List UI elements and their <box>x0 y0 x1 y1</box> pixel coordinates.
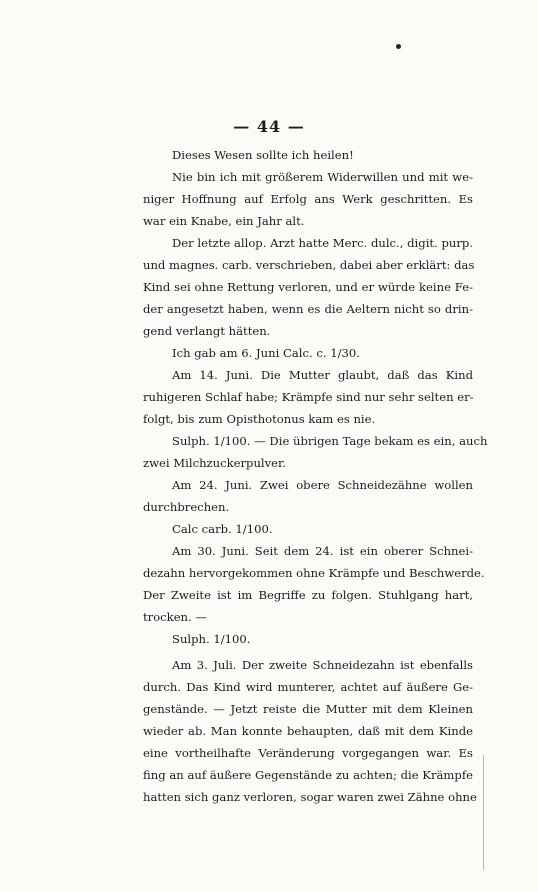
text-line: der angesetzt haben, wenn es die Aeltern nicht so drin- <box>143 302 473 316</box>
text-line: Kind sei ohne Rettung verloren, und er würde keine Fe- <box>143 280 473 294</box>
text-line: Am 14. Juni. Die Mutter glaubt, daß das Kind <box>172 368 473 382</box>
text-line: Calc carb. 1/100. <box>172 522 273 536</box>
text-line: niger Hoffnung auf Erfolg ans Werk geschritten. Es <box>143 192 473 206</box>
text-line: wieder ab. Man konnte behaupten, daß mit dem Kinde <box>143 724 473 738</box>
margin-rule <box>483 755 484 870</box>
text-line: durchbrechen. <box>143 500 230 514</box>
text-line: Am 24. Juni. Zwei obere Schneidezähne wollen <box>172 478 473 492</box>
text-line: ruhigeren Schlaf habe; Krämpfe sind nur sehr selten er- <box>143 390 474 404</box>
text-line: Ich gab am 6. Juni Calc. c. 1/30. <box>172 346 360 360</box>
ink-spot <box>396 44 401 49</box>
text-line: folgt, bis zum Opisthotonus kam es nie. <box>143 412 376 426</box>
text-line: Sulph. 1/100. <box>172 632 251 646</box>
text-line: Dieses Wesen sollte ich heilen! <box>172 148 354 162</box>
text-line: Der letzte allop. Arzt hatte Merc. dulc., digit. purp. <box>172 236 473 250</box>
text-line: durch. Das Kind wird munterer, achtet auf äußere Ge- <box>143 680 473 694</box>
text-line: genstände. — Jetzt reiste die Mutter mit dem Kleinen <box>143 702 473 716</box>
text-line: Am 30. Juni. Seit dem 24. ist ein oberer Schnei- <box>172 544 473 558</box>
text-line: Nie bin ich mit größerem Widerwillen und mit we- <box>172 170 473 184</box>
text-line: Sulph. 1/100. — Die übrigen Tage bekam es ein, auch <box>172 434 488 448</box>
text-line: und magnes. carb. verschrieben, dabei aber erklärt: das <box>143 258 475 272</box>
text-line: gend verlangt hätten. <box>143 324 271 338</box>
text-line: Der Zweite ist im Begriffe zu folgen. Stuhlgang hart, <box>143 588 473 602</box>
text-line: fing an auf äußere Gegenstände zu achten; die Krämpfe <box>143 768 473 782</box>
text-line: zwei Milchzuckerpulver. <box>143 456 286 470</box>
text-line: dezahn hervorgekommen ohne Krämpfe und Beschwerde. <box>143 566 485 580</box>
text-line: eine vortheilhafte Veränderung vorgegangen war. Es <box>143 746 473 760</box>
text-line: war ein Knabe, ein Jahr alt. <box>143 214 305 228</box>
text-line: hatten sich ganz verloren, sogar waren zwei Zähne ohne <box>143 790 477 804</box>
text-line: Am 3. Juli. Der zweite Schneidezahn ist ebenfalls <box>172 658 473 672</box>
text-line: trocken. — <box>143 610 207 624</box>
page-number: — 44 — <box>233 117 305 136</box>
